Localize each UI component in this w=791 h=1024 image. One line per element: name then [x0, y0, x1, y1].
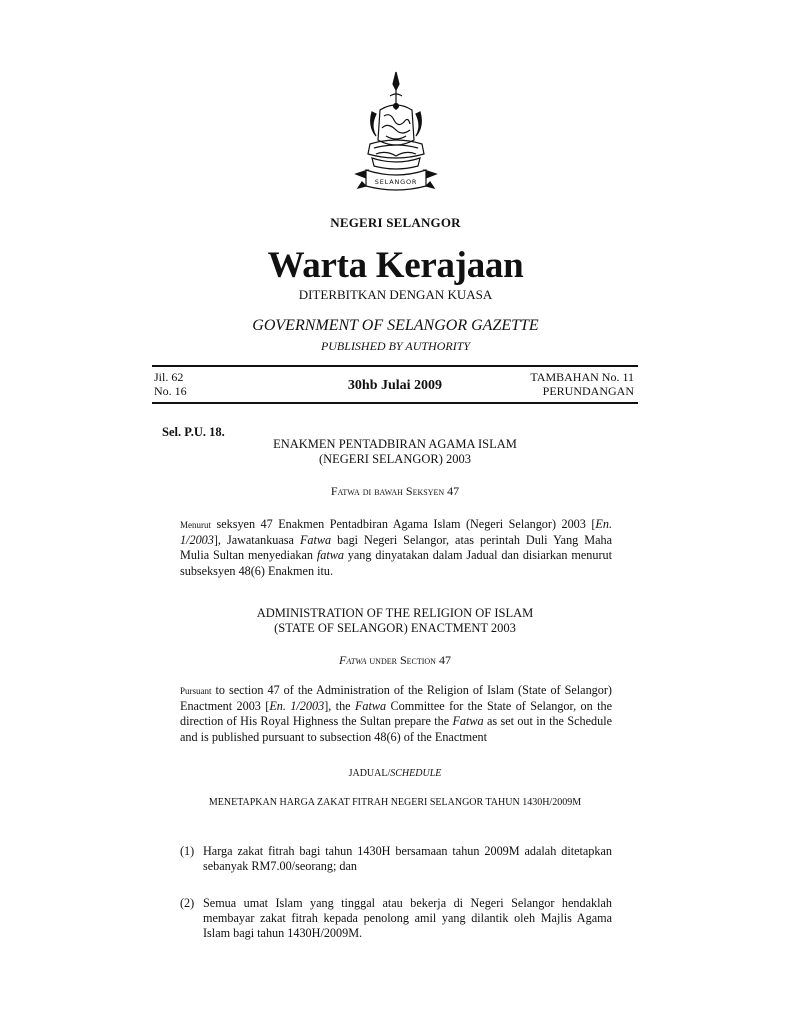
schedule-item-text: Semua umat Islam yang tinggal atau bekerja di Negeri Selangor hendaklah membayar zakat fitrah kepada penolong amil yang dilantik oleh Majlis Agama Islam bagi tahun 1430H/2009M. [203, 896, 612, 941]
malay-heading-word2: di bawah [362, 484, 403, 498]
state-name: NEGERI SELANGOR [330, 215, 461, 230]
supplement-info [530, 370, 634, 398]
english-para-text-c: ], the [324, 699, 355, 714]
volume-number: Jil. 62 [154, 370, 184, 384]
schedule-item-1 [180, 844, 612, 874]
english-para-text-a: to section 47 of the Administration of the Religion of Islam (State of Selangor) Enactment 2003 [ [180, 683, 612, 714]
masthead-top-rule [152, 365, 638, 367]
masthead-info-bar [152, 370, 638, 402]
malay-para-text-a: seksyen 47 Enakmen Pentadbiran Agama Islam (Negeri Selangor) 2003 [ [211, 517, 596, 531]
schedule-label-english: SCHEDULE [390, 768, 442, 779]
malay-para-fatwa: Fatwa [299, 533, 332, 548]
english-heading-word1: Fatwa [339, 653, 367, 667]
schedule-item-text: Harga zakat fitrah bagi tahun 1430H bersamaan tahun 2009M adalah ditetapkan sebanyak RM7.00/seorang; dan [203, 844, 612, 874]
english-heading-word3: Section [399, 653, 436, 667]
malay-paragraph [180, 517, 612, 579]
english-para-fatwa: Fatwa [354, 699, 387, 714]
malay-heading-word1: Fatwa [330, 484, 360, 498]
schedule-item-2 [180, 896, 612, 942]
issue-date: 30hb Julai 2009 [347, 378, 443, 393]
malay-act-line1: ENAKMEN PENTADBIRAN AGAMA ISLAM [273, 437, 517, 451]
schedule-item-number: (2) [180, 896, 195, 910]
supplement-number: TAMBAHAN No. 11 [530, 370, 634, 384]
english-heading-word2: under [369, 653, 397, 667]
english-act-line1: ADMINISTRATION OF THE RELIGION OF ISLAM [256, 606, 534, 620]
english-para-first-word: Pursuant [180, 686, 212, 696]
malay-heading-number: 47 [447, 484, 460, 498]
malay-para-text-c: ], Jawatankuasa [213, 533, 300, 548]
english-act-line2: (STATE OF SELANGOR) ENACTMENT 2003 [274, 621, 516, 635]
schedule-label-malay: JADUAL/ [348, 768, 391, 779]
notice-reference: Sel. P.U. 18. [162, 425, 225, 439]
supplement-category: PERUNDANGAN [542, 384, 634, 398]
schedule-item-number: (1) [180, 844, 195, 858]
english-para-text-g: as set out in the Schedule and is published pursuant to subsection 48(6) of the Enactment [180, 714, 612, 744]
english-act-title [152, 606, 638, 636]
english-para-citation: En. 1/2003 [269, 699, 325, 714]
english-para-text-e: Committee for the State of Selangor, on the direction of His Royal Highness the Sultan prepare the [180, 699, 612, 729]
schedule-title: MENETAPKAN HARGA ZAKAT FITRAH NEGERI SELANGOR TAHUN 1430H/2009M [208, 797, 582, 808]
malay-para-text-e: bagi Negeri Selangor, atas perintah Duli Yang Maha Mulia Sultan menyediakan [180, 533, 612, 563]
malay-para-text-g: yang dinyatakan dalam Jadual dan disiarkan menurut subseksyen 48(6) Enakmen itu. [180, 548, 612, 578]
english-paragraph [180, 683, 612, 745]
selangor-crest-icon [354, 70, 438, 196]
svg-text:SELANGOR: SELANGOR [374, 178, 418, 186]
malay-para-first-word: Menurut [180, 520, 211, 530]
malay-section-heading [152, 484, 638, 499]
gazette-title: Warta Kerajaan [267, 245, 524, 286]
english-heading-number: 47 [438, 653, 451, 667]
malay-act-line2: (NEGERI SELANGOR) 2003 [318, 452, 472, 466]
english-section-heading [152, 653, 638, 668]
gazette-subtitle: DITERBITKAN DENGAN KUASA [298, 287, 493, 302]
malay-heading-word3: Seksyen [405, 484, 445, 498]
gazette-english-subtitle: PUBLISHED BY AUTHORITY [320, 339, 471, 353]
masthead-bottom-rule [152, 402, 638, 404]
malay-para-citation: En. 1/2003 [180, 517, 612, 548]
malay-act-title [152, 437, 638, 467]
schedule-label [152, 768, 638, 779]
gazette-english-title: GOVERNMENT OF SELANGOR GAZETTE [252, 317, 539, 334]
english-para-fatwa-2: Fatwa [452, 714, 484, 729]
malay-para-fatwa-2: fatwa [316, 548, 344, 563]
issue-number: No. 16 [154, 384, 187, 398]
